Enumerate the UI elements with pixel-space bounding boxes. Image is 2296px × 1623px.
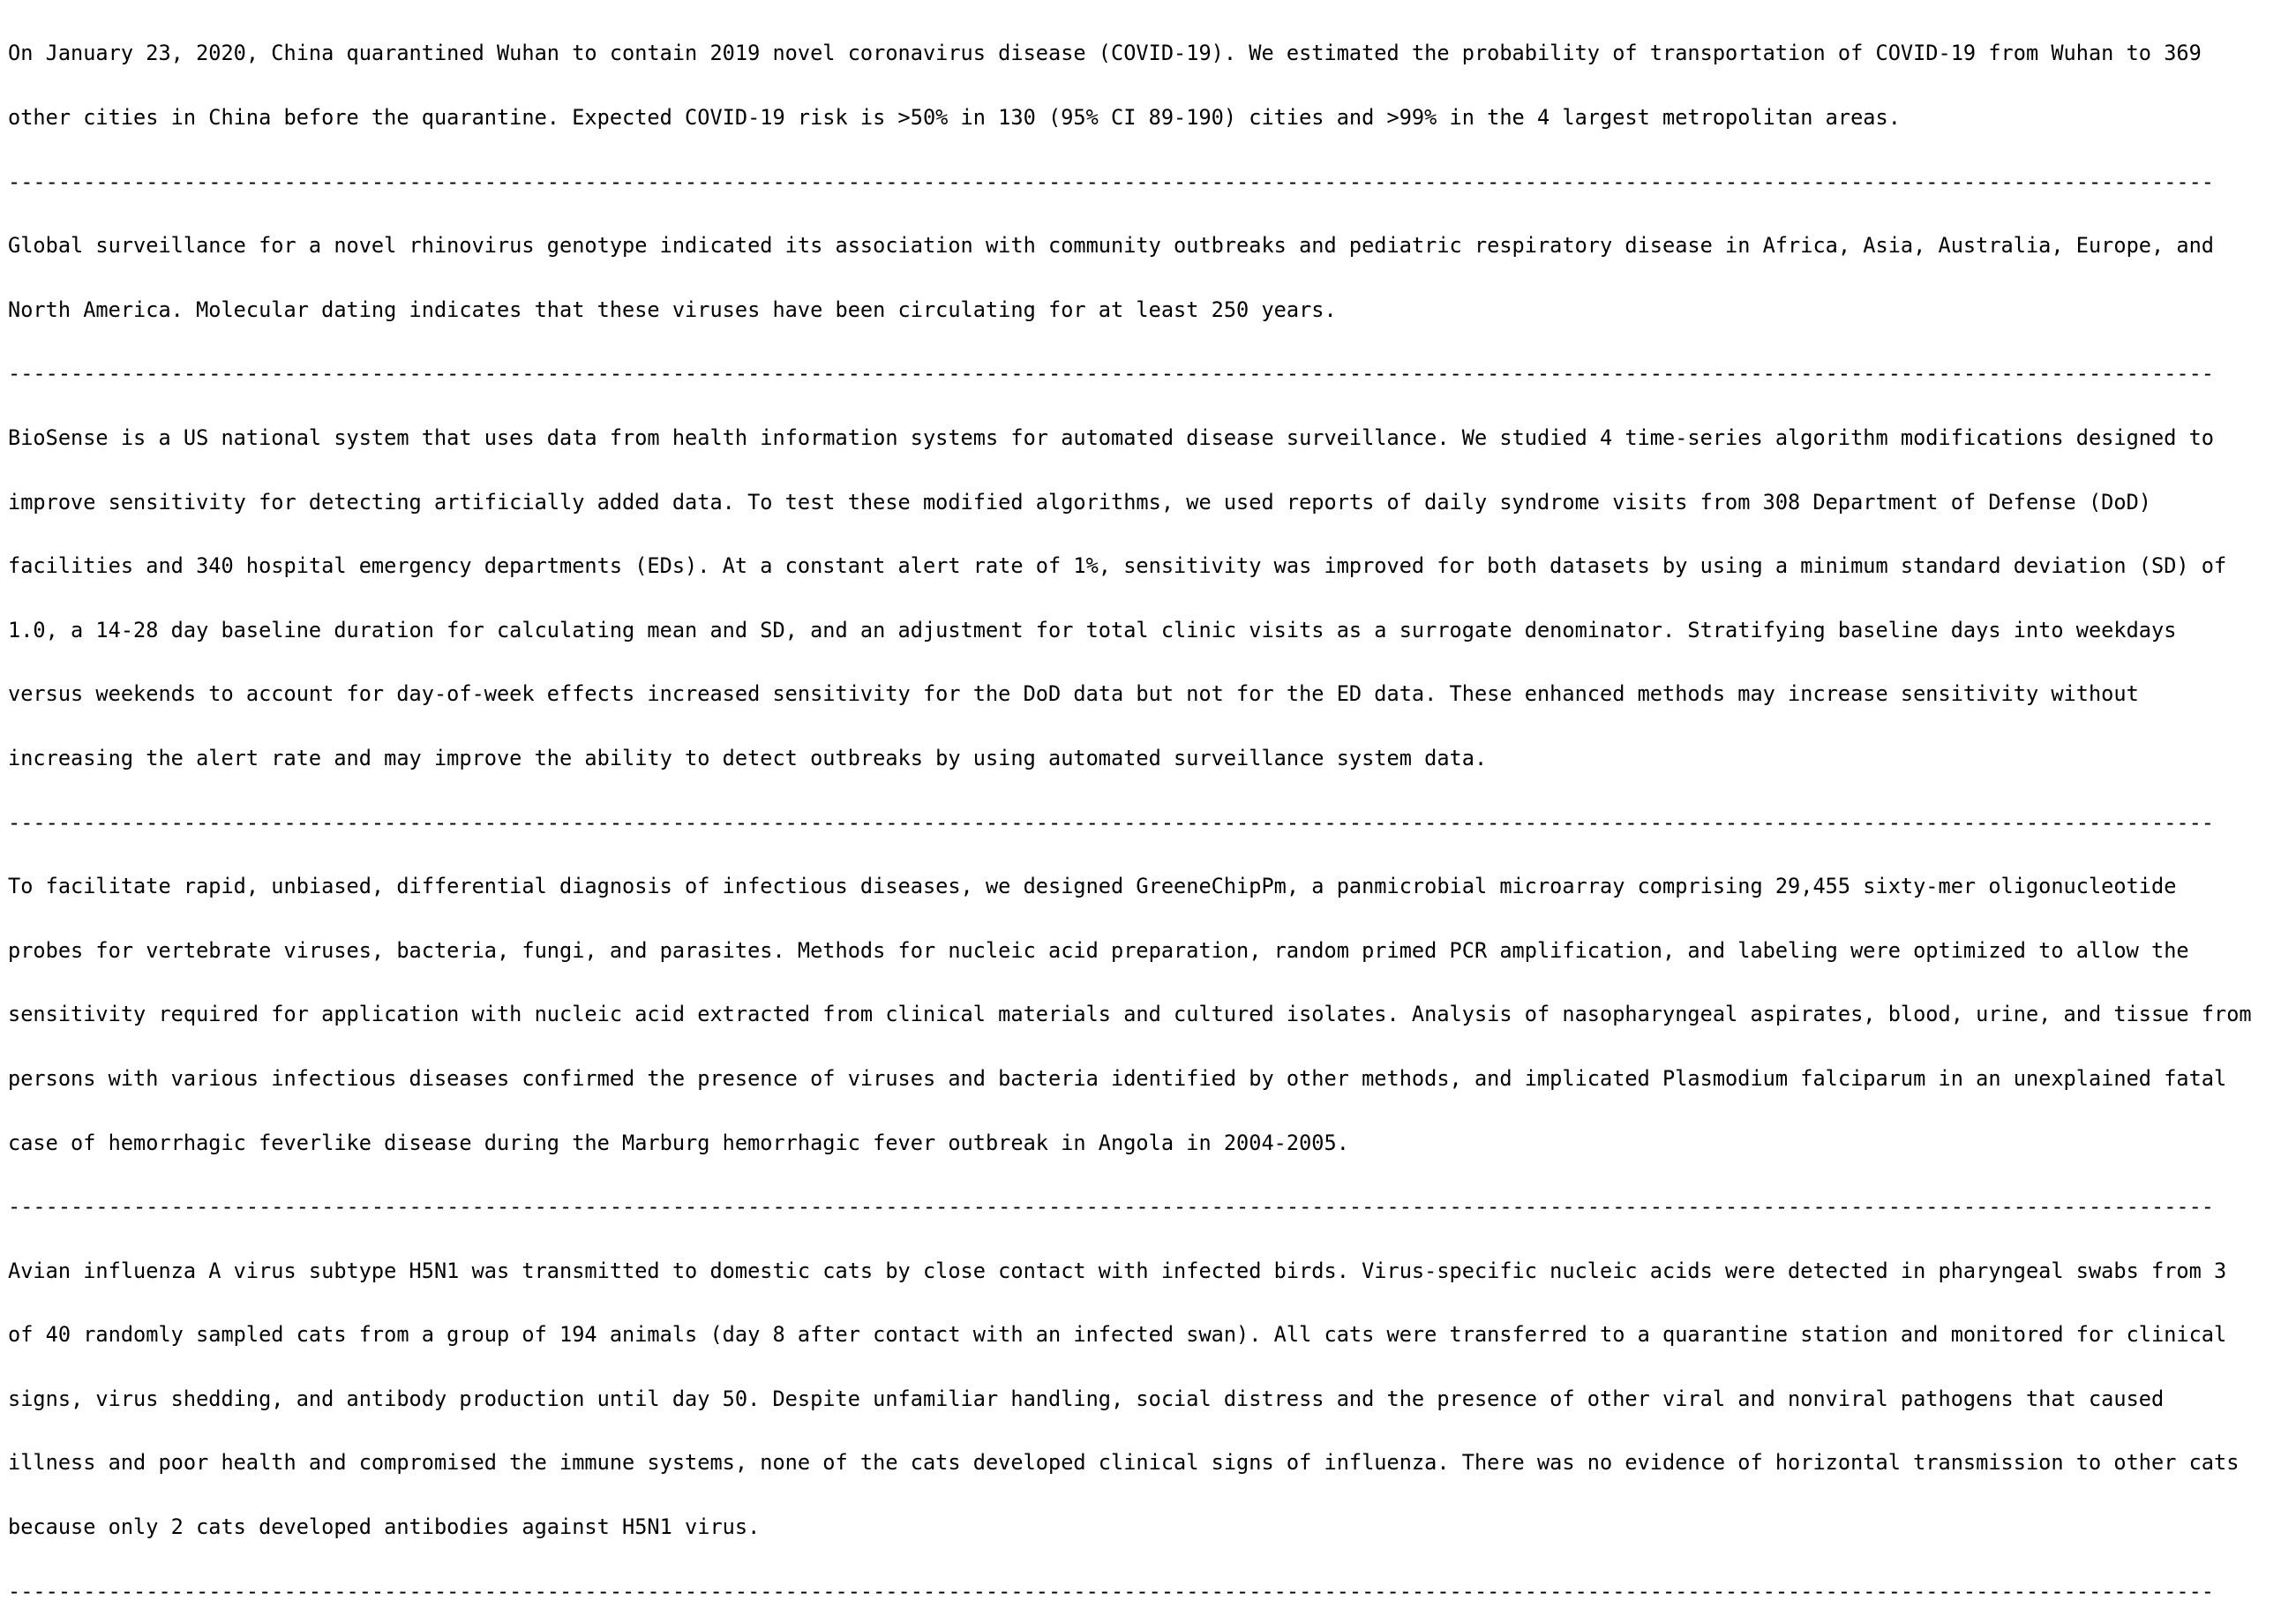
text-line: illness and poor health and compromised the immune systems, none of the cats developed clinical signs of influenza. There was no evidence of horizontal transmission to other cats [8,1450,2240,1476]
text-line: persons with various infectious diseases confirmed the presence of viruses and bacteria identified by other methods, and implicated Plasmodium falciparum in an unexplained fatal [8,1065,2227,1091]
text-line: probes for vertebrate viruses, bacteria, fungi, and parasites. Methods for nucleic acid preparation, random primed PCR amplification, and labeling were optimized to allow the [8,937,2189,963]
text-line: North America. Molecular dating indicates that these viruses have been circulating for at least 250 years. [8,297,1337,322]
text-line: signs, virus shedding, and antibody production until day 50. Despite unfamiliar handling, social distress and the presence of other viral and nonviral pathogens that caused [8,1386,2165,1411]
text-line: improve sensitivity for detecting artificially added data. To test these modified algorithms, we used reports of daily syndrome visits from 308 Department of Defense (DoD) [8,489,2151,515]
separator-line: -------------------------------------------------------------------------------------------------------------------------------------------------------------------------------- [8,809,2215,835]
text-line: increasing the alert rate and may improve the ability to detect outbreaks by using automated surveillance system data. [8,745,1488,770]
separator-line: -------------------------------------------------------------------------------------------------------------------------------------------------------------------------------- [8,1194,2215,1220]
text-line: other cities in China before the quarantine. Expected COVID-19 risk is >50% in 130 (95% CI 89-190) cities and >99% in the 4 largest metropolitan areas. [8,105,1901,130]
text-line: 1.0, a 14-28 day baseline duration for calculating mean and SD, and an adjustment for total clinic visits as a surrogate denominator. Stratifying baseline days into weekdays [8,617,2177,642]
text-line: BioSense is a US national system that uses data from health information systems for automated disease surveillance. We studied 4 time-series algorithm modifications designed to [8,425,2215,450]
separator-line: -------------------------------------------------------------------------------------------------------------------------------------------------------------------------------- [8,361,2215,387]
separator-line: -------------------------------------------------------------------------------------------------------------------------------------------------------------------------------- [8,169,2215,194]
separator-line: -------------------------------------------------------------------------------------------------------------------------------------------------------------------------------- [8,1578,2215,1604]
text-line: Avian influenza A virus subtype H5N1 was transmitted to domestic cats by close contact with infected birds. Virus-specific nucleic acids were detected in pharyngeal swabs from 3 [8,1258,2227,1283]
text-line: versus weekends to account for day-of-week effects increased sensitivity for the DoD data but not for the ED data. These enhanced methods may increase sensitivity without [8,681,2139,707]
text-line: because only 2 cats developed antibodies against H5N1 virus. [8,1514,761,1540]
text-line: of 40 randomly sampled cats from a group of 194 animals (day 8 after contact with an infected swan). All cats were transferred to a quarantine station and monitored for clinical [8,1322,2227,1348]
text-line: On January 23, 2020, China quarantined Wuhan to contain 2019 novel coronavirus disease (COVID-19). We estimated the probability of transportation of COVID-19 from Wuhan to 369 [8,41,2202,66]
text-line: case of hemorrhagic feverlike disease during the Marburg hemorrhagic fever outbreak in Angola in 2004-2005. [8,1130,1349,1155]
text-line: sensitivity required for application with nucleic acid extracted from clinical materials and cultured isolates. Analysis of nasopharyngeal aspirates, blood, urine, and tissue from [8,1002,2252,1027]
text-line: facilities and 340 hospital emergency departments (EDs). At a constant alert rate of 1%, sensitivity was improved for both datasets by using a minimum standard deviation (SD) of [8,553,2227,579]
text-line: To facilitate rapid, unbiased, differential diagnosis of infectious diseases, we designed GreeneChipPm, a panmicrobial microarray comprising 29,455 sixty-mer oligonucleotide [8,874,2177,899]
text-line: Global surveillance for a novel rhinovirus genotype indicated its association with community outbreaks and pediatric respiratory disease in Africa, Asia, Australia, Europe, and [8,233,2215,259]
